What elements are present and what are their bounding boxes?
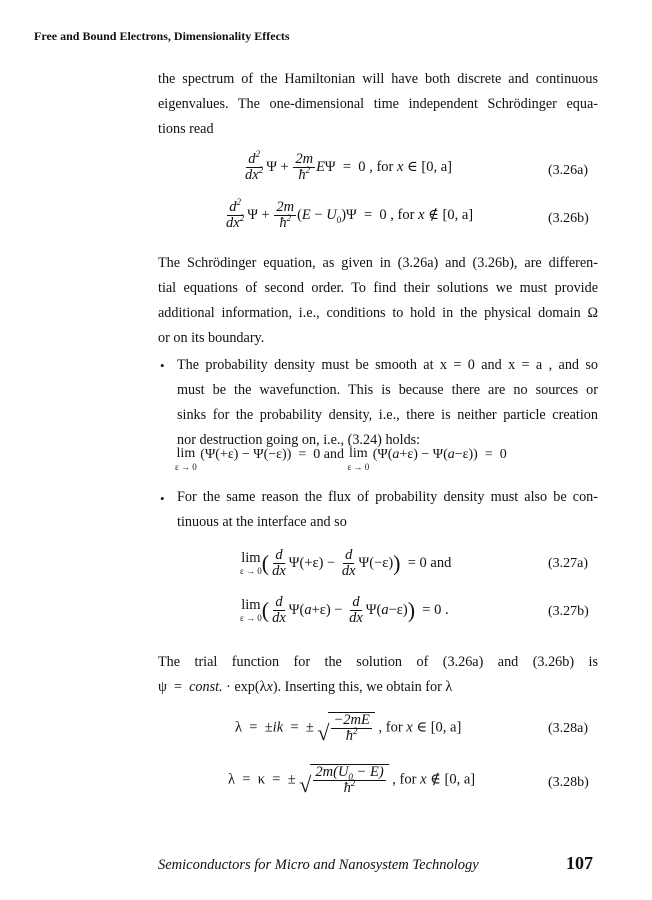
equation-number: (3.28b) (548, 775, 589, 790)
text-fragment: . Inserting this, we obtain for λ (277, 679, 453, 695)
bullet-marker: • (160, 358, 165, 373)
text-line: For the same reason the flux of probability density must also be con- (177, 489, 598, 505)
equation-3-28a: λ = ±ik = ± √ $\frac{-2mE}{ħ^2}$ , for x ∈ [0, a] (235, 712, 462, 746)
conjunction: and (323, 447, 344, 462)
equation-number: (3.28a) (548, 721, 589, 736)
square-root: √ $\frac{-2mE}{ħ^2}$ (317, 712, 374, 744)
paragraph-trial-function (158, 650, 598, 700)
fraction: $\frac{2m}{ħ^2}$ (276, 199, 295, 232)
equation-continuity: lim ε → 0 (Ψ(+ε) − Ψ(−ε)) = 0 and lim ε → 0 (Ψ(a+ε) − Ψ(a−ε)) = 0 (175, 446, 507, 472)
bullet-item-smoothness (177, 353, 598, 453)
limit-operator: lim ε → 0 (240, 596, 262, 624)
text-line: nor destruction going on, i.e., (3.24) holds: (177, 432, 421, 448)
text-line: The Schrödinger equation, as given in (3.26a) and (3.26b), are differen- (158, 255, 598, 271)
equation-3-27b: lim ε → 0 ( $\frac{d}{dx}$ Ψ(a+ε) − $\frac{d}{dx}$ Ψ(a−ε)) = 0 . (240, 594, 449, 627)
fraction: $\frac{d}{dx}$ (272, 594, 286, 627)
equation-number: (3.26a) (548, 163, 589, 178)
equation-set: [0, a] (421, 159, 452, 176)
paragraph-conditions (158, 251, 598, 351)
limit-operator: lim ε → 0 (175, 446, 197, 472)
text-line: The trial function for the solution of (3.26a) and (3.26b) is (158, 654, 598, 670)
limit-operator: lim ε → 0 (240, 549, 262, 577)
text-line: tions read (158, 121, 214, 137)
equation-number: (3.27a) (548, 556, 589, 571)
text-line: or on its boundary. (158, 330, 265, 346)
text-line: The probability density must be smooth at x = 0 and x = a , and so (177, 357, 598, 373)
fraction: $\frac{d}{dx}$ (272, 547, 286, 580)
fraction: $\frac{d^2}{dx^2}$ (226, 197, 245, 232)
fraction: $\frac{2m(U_0 - E)}{ħ^2}$ (315, 764, 384, 797)
limit-operator: lim ε → 0 (347, 446, 370, 472)
text-line: tinuous at the interface and so (177, 514, 347, 530)
text-line: ψ = const. · exp(λx). Inserting this, we obtain for λ (158, 679, 453, 695)
text-line: the spectrum of the Hamiltonian will have both discrete and continuous (158, 71, 598, 87)
equation-3-27a: lim ε → 0 ( $\frac{d}{dx}$ Ψ(+ε) − $\frac{d}{dx}$ Ψ(−ε)) = 0 and (240, 547, 452, 580)
paragraph-intro (158, 67, 598, 142)
footer-book-title: Semiconductors for Micro and Nanosystem Technology (158, 857, 479, 873)
running-header: Free and Bound Electrons, Dimensionality Effects (34, 29, 290, 43)
text-line: additional information, i.e., conditions to hold in the physical domain Ω (158, 305, 598, 321)
equation-set: [0, a] (444, 771, 476, 788)
text-line: must be the wavefunction. This is because there are no sources or (177, 382, 598, 398)
equation-tail: = 0 and (407, 555, 452, 572)
equation-set: [0, a] (430, 719, 462, 736)
equation-set: [0, a] (442, 207, 474, 224)
equation-condition: , for (390, 207, 415, 224)
text-line: eigenvalues. The one-dimensional time independent Schrödinger equa- (158, 96, 598, 112)
fraction: $\frac{d}{dx}$ (341, 547, 356, 580)
fraction: $\frac{-2mE}{ħ^2}$ (333, 712, 370, 745)
equation-3-26b: $\frac{d^2}{dx^2}$ Ψ + $\frac{2m}{ħ^2}$ $(E - U_0)\Psi = 0$ , for x ∉ [0, a] (226, 197, 474, 232)
equation-3-26a: $\frac{d^2}{dx^2}$ Ψ + $\frac{2m}{ħ^2}$ EΨ = 0 , for x ∈ [0, a] (245, 149, 452, 184)
fraction: $\frac{d^2}{dx^2}$ (245, 149, 264, 184)
equation-3-28b: λ = κ = ± √ $\frac{2m(U_0 - E)}{ħ^2}$ , for x ∉ [0, a] (228, 764, 476, 798)
page-number: 107 (566, 853, 593, 873)
fraction: $\frac{d}{dx}$ (349, 594, 363, 627)
equation-condition: , for (392, 771, 417, 788)
equation-number: (3.27b) (548, 604, 589, 619)
bullet-marker: • (160, 491, 165, 506)
text-line: sinks for the probability density, i.e., there is neither particle creation (177, 407, 598, 423)
square-root: √ $\frac{2m(U_0 - E)}{ħ^2}$ (299, 764, 388, 796)
text-line: tial equations of second order. To find their solutions we must provide (158, 280, 598, 296)
equation-condition: , for (369, 159, 394, 176)
equation-tail: = 0 . (422, 602, 449, 619)
equation-number: (3.26b) (548, 211, 589, 226)
fraction: $\frac{2m}{ħ^2}$ (295, 151, 314, 184)
bullet-item-flux (177, 485, 598, 535)
equation-condition: , for (378, 719, 403, 736)
